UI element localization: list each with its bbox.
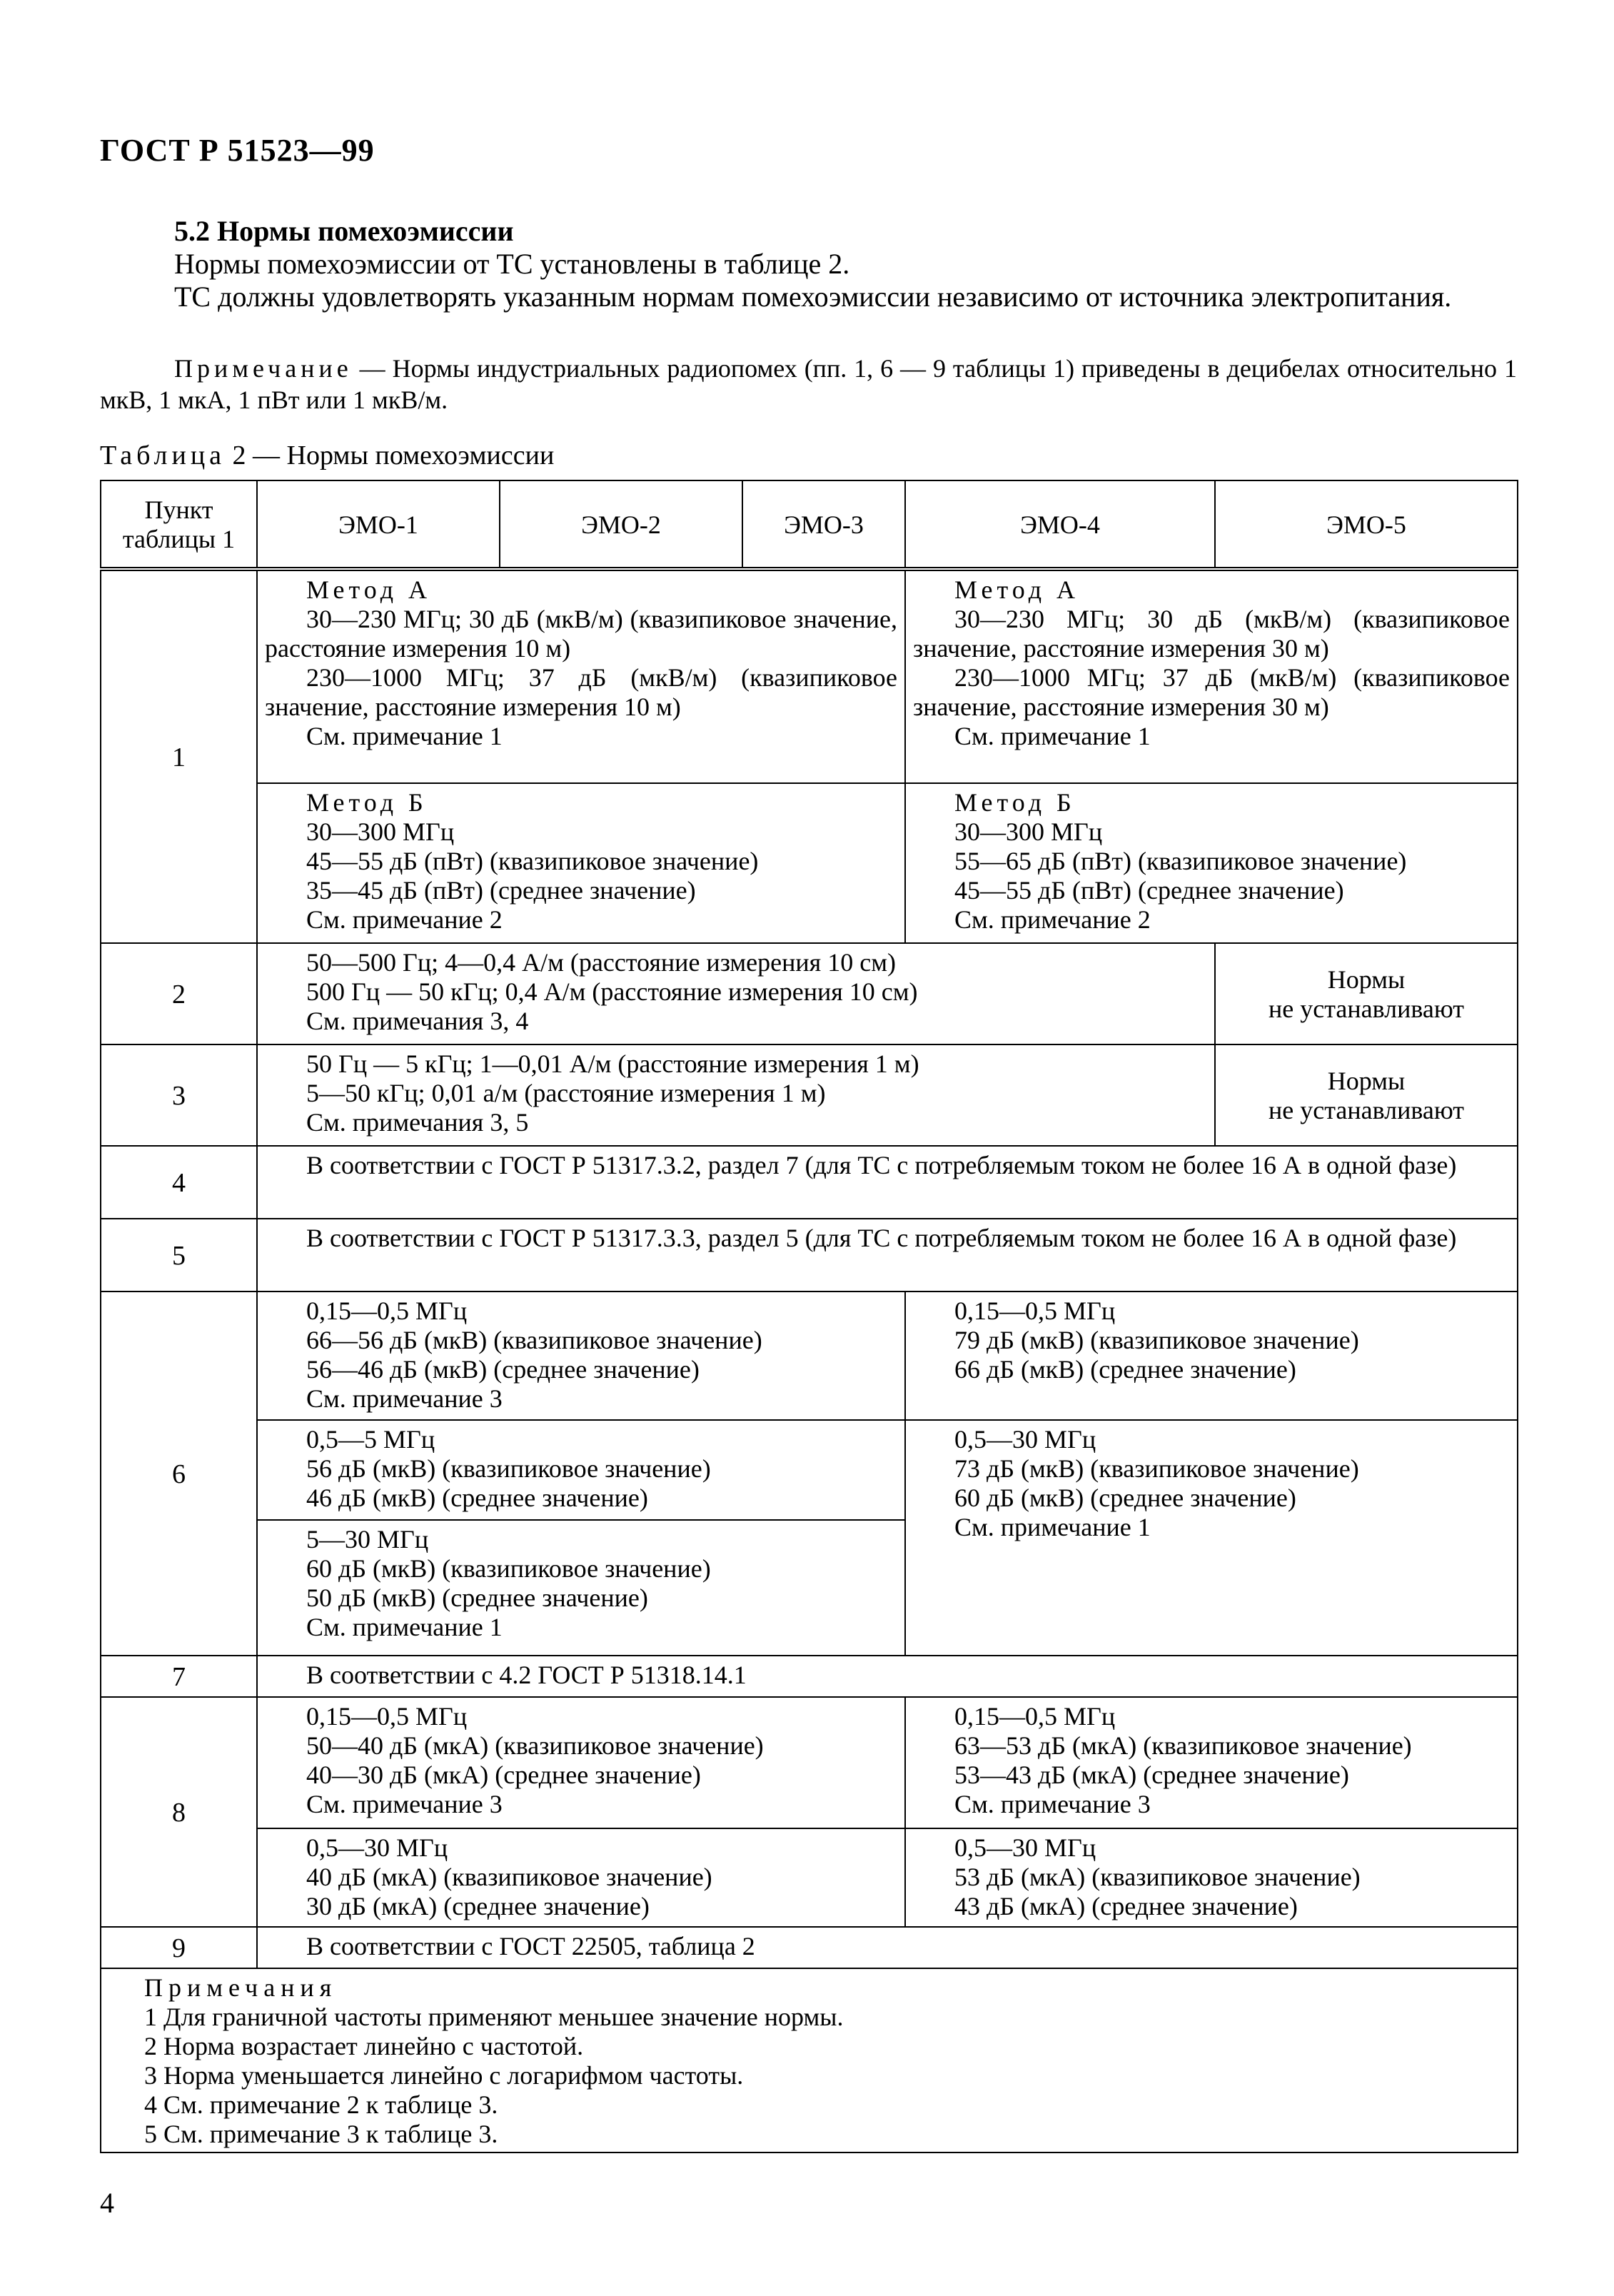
cell-6-a-right <box>905 1292 1518 1420</box>
cell-line: 230—1000 МГц; 37 дБ (мкВ/м) (квазипиковое значение, расстояние измерения 30 м) <box>913 663 1510 721</box>
cell-line: 40—30 дБ (мкА) (среднее значение) <box>306 1761 701 1789</box>
cell-1-method-b-right <box>905 783 1518 943</box>
row-number: 1 <box>101 569 257 943</box>
cell-line: 53 дБ (мкА) (квазипиковое значение) <box>954 1863 1361 1891</box>
cell-line: 30—230 МГц; 30 дБ (мкВ/м) (квазипиковое значение, расстояние измерения 10 м) <box>265 605 897 663</box>
header-cell: Пункт таблицы 1 <box>101 480 257 569</box>
row-number: 2 <box>101 943 257 1044</box>
row-number: 4 <box>101 1146 257 1219</box>
cell-8-a-right <box>905 1697 1518 1828</box>
cell-line: 56—46 дБ (мкВ) (среднее значение) <box>306 1355 700 1384</box>
table-row <box>101 1146 1518 1219</box>
row-number: 9 <box>101 1927 257 1968</box>
table-row <box>101 783 1518 943</box>
cell-line: 0,5—30 МГц <box>954 1833 1096 1862</box>
table-row <box>101 1697 1518 1828</box>
cell-line: 0,5—5 МГц <box>306 1425 435 1454</box>
table-row <box>101 1927 1518 1968</box>
cell-line: См. примечание 3 <box>306 1384 503 1413</box>
cell-line: 50—500 Гц; 4—0,4 А/м (расстояние измерения 10 см) <box>306 948 896 977</box>
table-row <box>101 1292 1518 1420</box>
table-row <box>101 943 1518 1044</box>
table-row <box>101 1219 1518 1292</box>
cell-line: 30—300 МГц <box>954 817 1103 846</box>
cell-line: 45—55 дБ (пВт) (квазипиковое значение) <box>306 847 759 875</box>
cell-line: Нормы <box>1327 1067 1406 1095</box>
cell-1-method-a-left <box>257 569 905 783</box>
table-row <box>101 1656 1518 1697</box>
header-cell: ЭМО-2 <box>500 480 742 569</box>
document-header: ГОСТ Р 51523—99 <box>100 133 375 168</box>
cell-6-b-right <box>905 1420 1518 1656</box>
cell-3-right <box>1215 1044 1518 1146</box>
cell-line: 46 дБ (мкВ) (среднее значение) <box>306 1484 648 1512</box>
header-cell: ЭМО-4 <box>905 480 1215 569</box>
cell-line: См. примечание 1 <box>306 722 503 750</box>
cell-line: 5—50 кГц; 0,01 а/м (расстояние измерения 1 м) <box>306 1079 826 1107</box>
cell-line: См. примечание 1 <box>306 1613 503 1641</box>
table-row <box>101 1828 1518 1927</box>
cell-line: 0,15—0,5 МГц <box>954 1702 1116 1731</box>
cell-line: См. примечание 2 <box>306 905 503 934</box>
cell-line: 0,15—0,5 МГц <box>306 1702 468 1731</box>
note-item: 1 Для граничной частоты применяют меньшее значение нормы. <box>144 2003 844 2031</box>
cell-line: В соответствии с ГОСТ Р 51317.3.3, раздел 5 (для ТС с потребляемым током не более 16 А в одной фазе) <box>306 1224 1457 1252</box>
header-cell: ЭМО-1 <box>257 480 500 569</box>
cell-line: См. примечание 2 <box>954 905 1151 934</box>
cell-line: 0,15—0,5 МГц <box>306 1296 468 1325</box>
page-number: 4 <box>100 2187 114 2219</box>
cell-4 <box>257 1146 1518 1219</box>
cell-line: 79 дБ (мкВ) (квазипиковое значение) <box>954 1326 1359 1354</box>
row-number: 7 <box>101 1656 257 1697</box>
cell-line: 55—65 дБ (пВт) (квазипиковое значение) <box>954 847 1407 875</box>
cell-1-method-a-right <box>905 569 1518 783</box>
cell-line: См. примечание 3 <box>954 1790 1151 1818</box>
method-label: Метод А <box>954 575 1080 604</box>
cell-6-c-left <box>257 1520 905 1656</box>
row-number: 8 <box>101 1697 257 1927</box>
paragraph-1: Нормы помехоэмиссии от ТС установлены в таблице 2. <box>174 248 850 280</box>
cell-line: 35—45 дБ (пВт) (среднее значение) <box>306 876 696 905</box>
method-label: Метод Б <box>954 788 1076 817</box>
cell-line: 0,5—30 МГц <box>954 1425 1096 1454</box>
cell-8-b-left <box>257 1828 905 1927</box>
norms-table <box>100 480 1518 2153</box>
cell-line: См. примечание 1 <box>954 722 1151 750</box>
table-row <box>101 1420 1518 1520</box>
cell-line: В соответствии с ГОСТ 22505, таблица 2 <box>306 1932 755 1960</box>
method-label: Метод А <box>306 575 432 604</box>
cell-line: В соответствии с 4.2 ГОСТ Р 51318.14.1 <box>306 1661 747 1689</box>
cell-line: См. примечание 3 <box>306 1790 503 1818</box>
cell-line: 230—1000 МГц; 37 дБ (мкВ/м) (квазипиковое значение, расстояние измерения 10 м) <box>265 663 897 721</box>
cell-line: 50 дБ (мкВ) (среднее значение) <box>306 1583 648 1612</box>
table-caption-label: Таблица <box>100 440 226 470</box>
note-text: — Нормы индустриальных радиопомех (пп. 1, 6 — 9 таблицы 1) приведены в децибелах относительно 1 мкВ, 1 мкА, 1 пВт или 1 мкВ/м. <box>100 354 1517 414</box>
row-number: 3 <box>101 1044 257 1146</box>
cell-line: 45—55 дБ (пВт) (среднее значение) <box>954 876 1344 905</box>
table-notes-row <box>101 1968 1518 2152</box>
paragraph-2: ТС должны удовлетворять указанным нормам помехоэмиссии независимо от источника электропитания. <box>174 281 1452 313</box>
cell-line: 30—300 МГц <box>306 817 455 846</box>
cell-6-b-left <box>257 1420 905 1520</box>
cell-line: 50—40 дБ (мкА) (квазипиковое значение) <box>306 1731 764 1760</box>
cell-line: 60 дБ (мкВ) (среднее значение) <box>954 1484 1296 1512</box>
cell-1-method-b-left <box>257 783 905 943</box>
cell-line: 53—43 дБ (мкА) (среднее значение) <box>954 1761 1349 1789</box>
row-number: 5 <box>101 1219 257 1292</box>
table-caption-text: 2 — Нормы помехоэмиссии <box>232 440 555 470</box>
cell-line: 43 дБ (мкА) (среднее значение) <box>954 1892 1298 1920</box>
cell-6-a-left <box>257 1292 905 1420</box>
cell-line: 0,5—30 МГц <box>306 1833 448 1862</box>
header-cell: ЭМО-3 <box>742 480 905 569</box>
table-row <box>101 1044 1518 1146</box>
cell-8-b-right <box>905 1828 1518 1927</box>
cell-5 <box>257 1219 1518 1292</box>
cell-line: 60 дБ (мкВ) (квазипиковое значение) <box>306 1554 711 1583</box>
cell-2-right <box>1215 943 1518 1044</box>
table-header-row <box>101 480 1518 569</box>
cell-line: См. примечание 1 <box>954 1513 1151 1541</box>
section-title: 5.2 Нормы помехоэмиссии <box>174 215 514 247</box>
cell-line: 40 дБ (мкА) (квазипиковое значение) <box>306 1863 712 1891</box>
cell-line: 66—56 дБ (мкВ) (квазипиковое значение) <box>306 1326 762 1354</box>
cell-2-left <box>257 943 1215 1044</box>
row-number: 6 <box>101 1292 257 1656</box>
cell-3-left <box>257 1044 1215 1146</box>
cell-line: 66 дБ (мкВ) (среднее значение) <box>954 1355 1296 1384</box>
cell-line: См. примечания 3, 5 <box>306 1108 529 1137</box>
cell-line: не устанавливают <box>1268 1096 1465 1124</box>
note-item: 2 Норма возрастает линейно с частотой. <box>144 2032 584 2060</box>
cell-line: 63—53 дБ (мкА) (квазипиковое значение) <box>954 1731 1412 1760</box>
cell-7 <box>257 1656 1518 1697</box>
cell-line: 30 дБ (мкА) (среднее значение) <box>306 1892 650 1920</box>
table-row <box>101 569 1518 783</box>
cell-line: 0,15—0,5 МГц <box>954 1296 1116 1325</box>
method-label: Метод Б <box>306 788 428 817</box>
note-paragraph <box>100 353 1517 416</box>
cell-line: 5—30 МГц <box>306 1525 429 1554</box>
notes-title: Примечания <box>144 1973 338 2002</box>
cell-line: 30—230 МГц; 30 дБ (мкВ/м) (квазипиковое значение, расстояние измерения 30 м) <box>913 605 1510 663</box>
cell-line: 50 Гц — 5 кГц; 1—0,01 А/м (расстояние измерения 1 м) <box>306 1049 919 1078</box>
note-label: Примечание <box>174 354 353 383</box>
cell-line: 56 дБ (мкВ) (квазипиковое значение) <box>306 1454 711 1483</box>
cell-line: не устанавливают <box>1268 995 1465 1023</box>
note-item: 4 См. примечание 2 к таблице 3. <box>144 2090 498 2119</box>
cell-9 <box>257 1927 1518 1968</box>
cell-line: 500 Гц — 50 кГц; 0,4 А/м (расстояние измерения 10 см) <box>306 977 918 1006</box>
cell-line: Нормы <box>1327 965 1406 994</box>
cell-line: См. примечания 3, 4 <box>306 1007 529 1035</box>
cell-8-a-left <box>257 1697 905 1828</box>
note-item: 3 Норма уменьшается линейно с логарифмом частоты. <box>144 2061 744 2090</box>
table-caption <box>100 440 554 471</box>
note-item: 5 См. примечание 3 к таблице 3. <box>144 2120 498 2148</box>
table-notes <box>101 1968 1518 2152</box>
cell-line: В соответствии с ГОСТ Р 51317.3.2, раздел 7 (для ТС с потребляемым током не более 16 А в одной фазе) <box>306 1151 1457 1179</box>
cell-line: 73 дБ (мкВ) (квазипиковое значение) <box>954 1454 1359 1483</box>
header-cell: ЭМО-5 <box>1215 480 1518 569</box>
